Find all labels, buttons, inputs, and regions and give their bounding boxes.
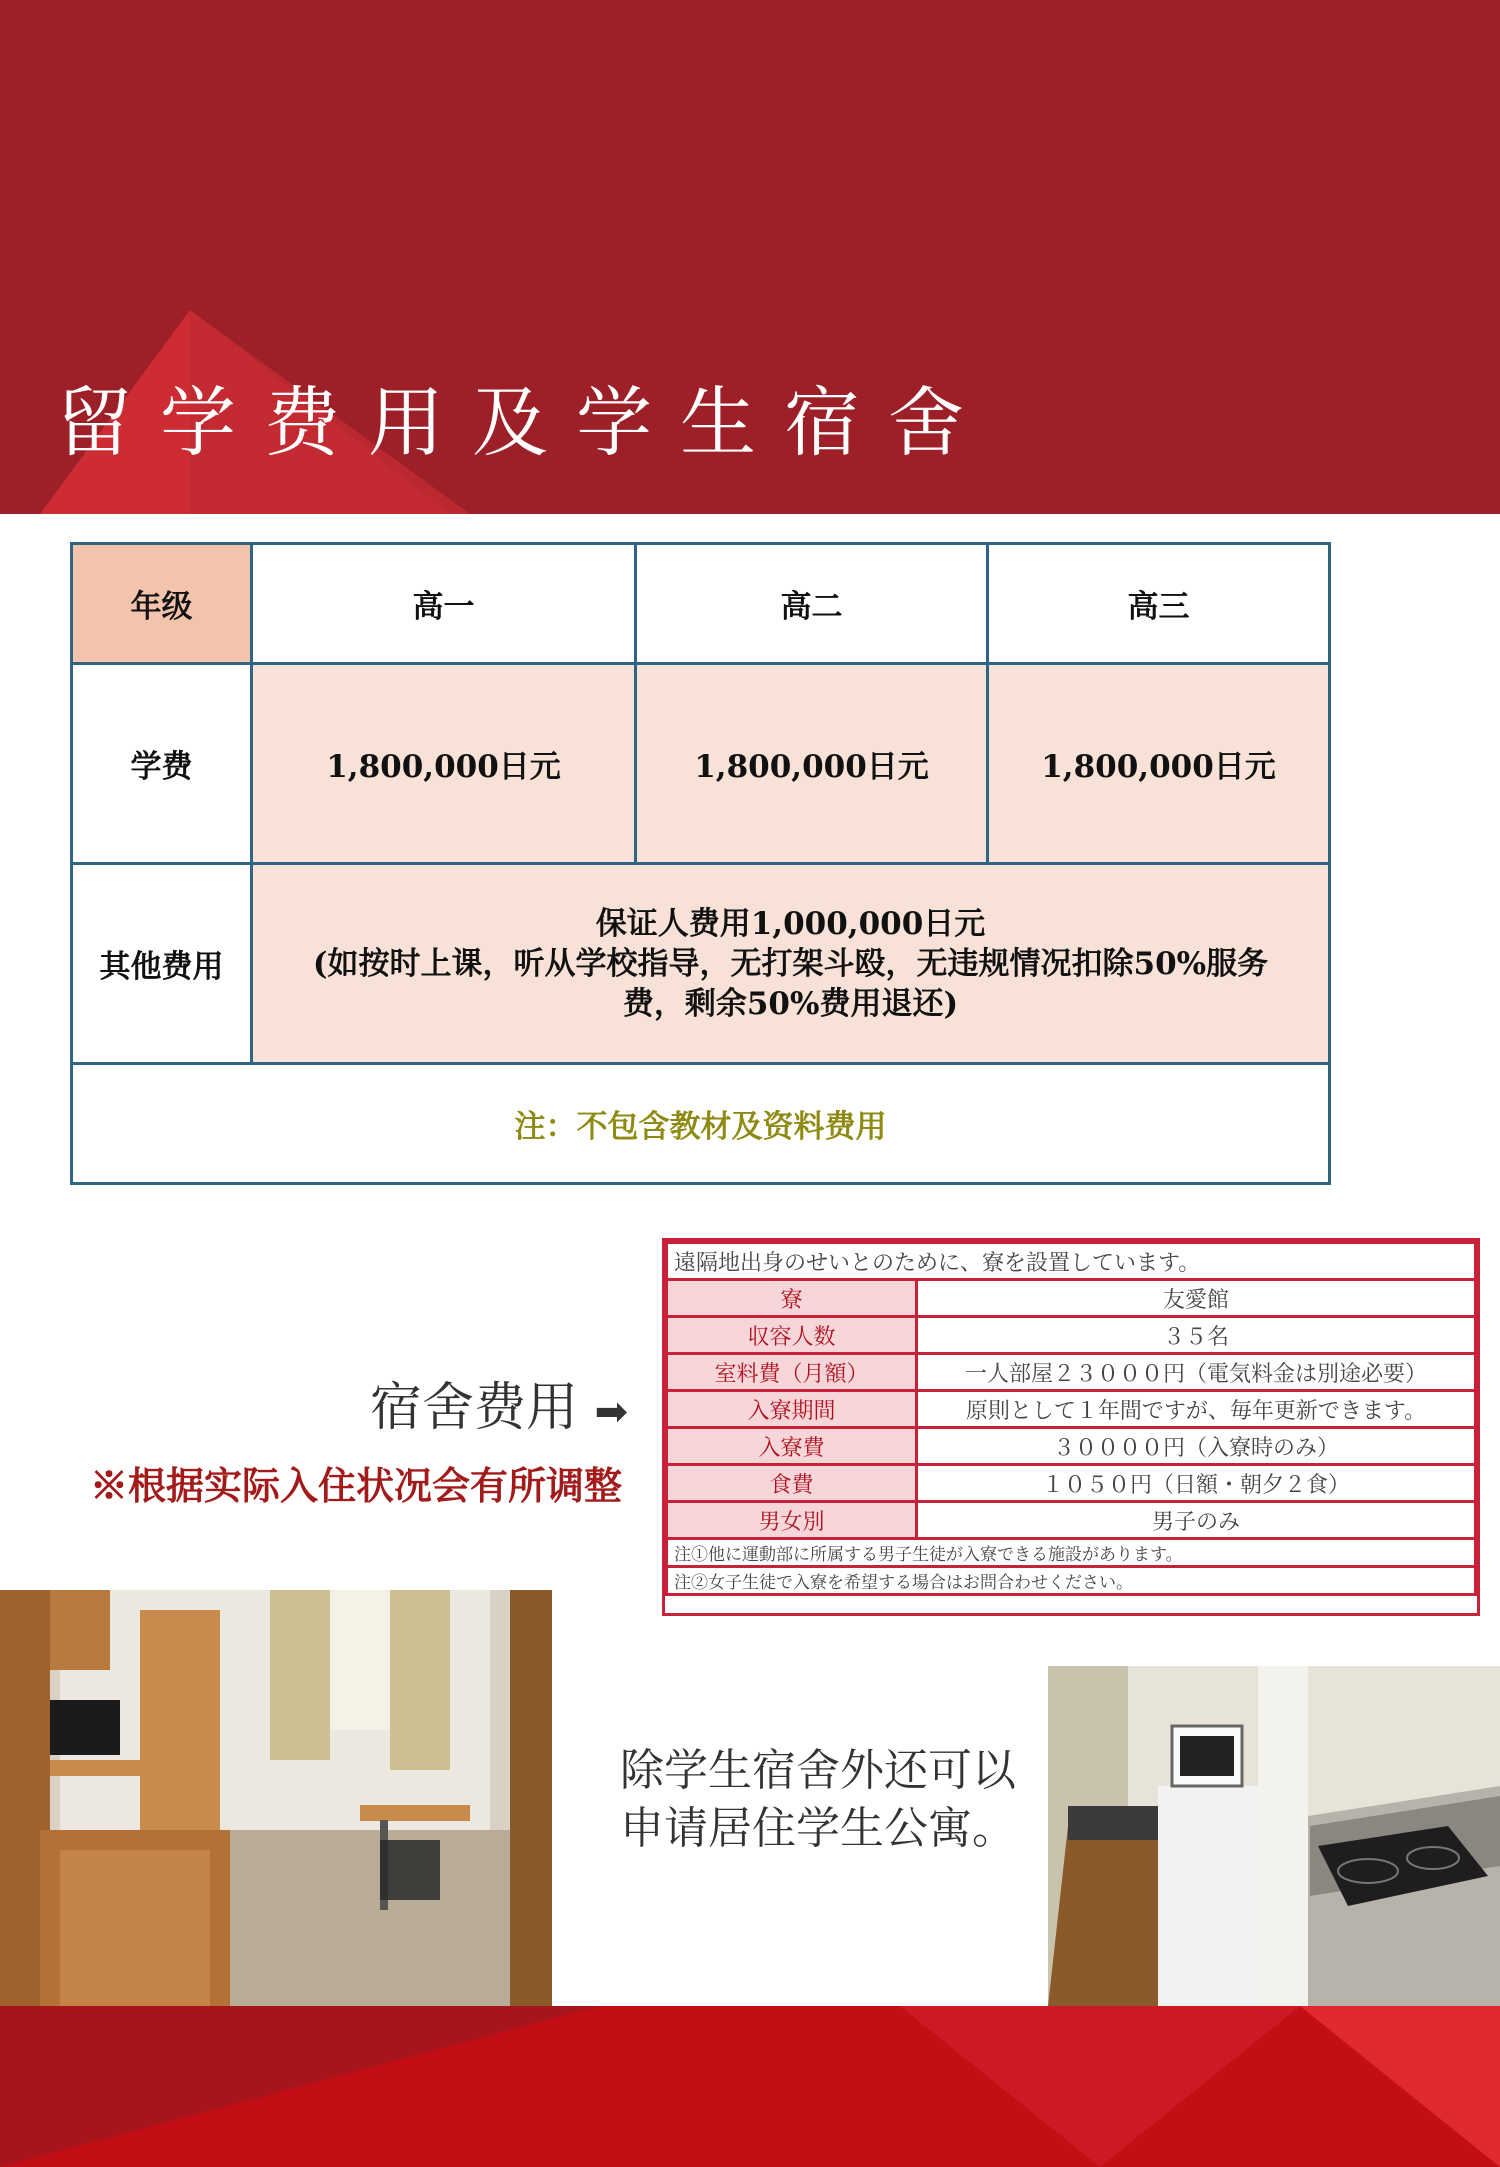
table-row (667, 1243, 1476, 1280)
footer-decor (0, 2006, 1500, 2167)
other-fees-line: (如按时上课，听从学校指导，无打架斗殴，无违规情况扣除50%服务 (312, 945, 1269, 982)
dorm-table-note: 注②女子生徒で入寮を希望する場合はお問合わせください。 (667, 1567, 1476, 1595)
arrow-right-icon: ➡ (594, 1389, 629, 1435)
dorm-value: 友愛館 (917, 1280, 1476, 1317)
dorm-key: 寮 (667, 1280, 917, 1317)
table-row (667, 1539, 1476, 1567)
table-row (667, 1428, 1476, 1465)
dorm-key: 入寮費 (667, 1428, 917, 1465)
dorm-key: 男女別 (667, 1502, 917, 1539)
dorm-fee-label-text: 宿舍费用 (370, 1378, 579, 1438)
dorm-value: 一人部屋２３０００円（電気料金は別途必要） (917, 1354, 1476, 1391)
grade-2: 高二 (636, 544, 988, 664)
dorm-fee-label (370, 1365, 628, 1440)
dorm-key: 入寮期間 (667, 1391, 917, 1428)
dorm-value: ３５名 (917, 1317, 1476, 1354)
footer-banner (0, 2006, 1500, 2167)
other-fees-line: 保证人费用1,000,000日元 (595, 905, 986, 942)
page-title: 留学费用及学生宿舍 (56, 378, 992, 467)
grade-3: 高三 (988, 544, 1330, 664)
dorm-table (665, 1241, 1477, 1596)
other-fees-label: 其他费用 (72, 864, 252, 1064)
dorm-key: 収容人数 (667, 1317, 917, 1354)
dorm-value: 原則として１年間ですが、毎年更新できます。 (917, 1391, 1476, 1428)
dorm-info-table (662, 1238, 1480, 1616)
table-row (667, 1354, 1476, 1391)
dorm-value: １０５０円（日額・朝夕２食） (917, 1465, 1476, 1502)
tuition-grade-2: 1,800,000日元 (636, 664, 988, 864)
tuition-label: 学费 (72, 664, 252, 864)
table-row (72, 864, 1330, 1064)
table-row (72, 544, 1330, 664)
dorm-key: 食費 (667, 1465, 917, 1502)
fee-note: 注：不包含教材及资料费用 (72, 1064, 1330, 1184)
dorm-key: 室料費（月額） (667, 1354, 917, 1391)
dorm-table-note: 注①他に運動部に所属する男子生徒が入寮できる施設があります。 (667, 1539, 1476, 1567)
table-row (72, 1064, 1330, 1184)
dorm-value: 男子のみ (917, 1502, 1476, 1539)
apartment-option-text: 除学生宿舍外还可以申请居住学生公寓。 (620, 1745, 1016, 1854)
table-row (72, 664, 1330, 864)
dorm-adjust-note: ※根据实际入住状况会有所调整 (90, 1463, 623, 1508)
table-row (667, 1280, 1476, 1317)
table-row (667, 1502, 1476, 1539)
dorm-value: ３００００円（入寮時のみ） (917, 1428, 1476, 1465)
kitchen-illustration (1048, 1666, 1500, 2006)
dorm-table-header: 遠隔地出身のせいとのために、寮を設置しています。 (667, 1243, 1476, 1280)
table-row (667, 1465, 1476, 1502)
table-row (667, 1391, 1476, 1428)
grade-1: 高一 (252, 544, 636, 664)
tuition-grade-1: 1,800,000日元 (252, 664, 636, 864)
tuition-grade-3: 1,800,000日元 (988, 664, 1330, 864)
apartment-kitchen-photo (1048, 1666, 1500, 2006)
other-fees-line: 费，剩余50%费用退还) (622, 985, 959, 1022)
table-row (667, 1567, 1476, 1595)
table-row (667, 1317, 1476, 1354)
fee-table (70, 542, 1331, 1185)
dorm-room-illustration (0, 1590, 552, 2006)
dorm-room-photo (0, 1590, 552, 2006)
grade-header: 年级 (72, 544, 252, 664)
other-fees-detail (252, 864, 1330, 1064)
